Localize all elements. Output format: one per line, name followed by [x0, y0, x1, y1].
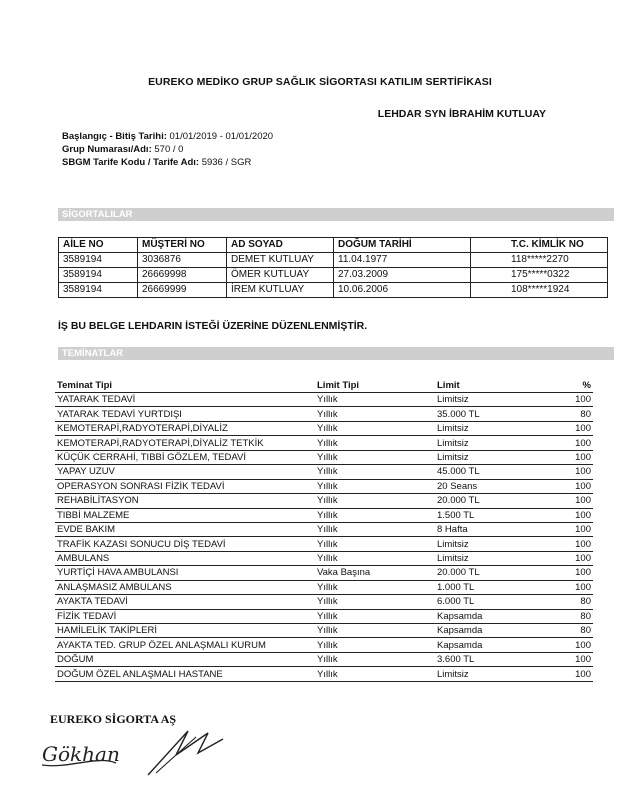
- table-cell: EVDE BAKIM: [55, 522, 315, 536]
- beneficiary-line: LEHDAR SYN İBRAHİM KUTLUAY: [377, 108, 546, 120]
- table-cell: 80: [567, 407, 593, 421]
- table-row: [55, 537, 593, 551]
- table-cell: KÜÇÜK CERRAHİ, TIBBİ GÖZLEM, TEDAVİ: [55, 450, 315, 464]
- table-cell: 100: [567, 436, 593, 450]
- table-cell: Yıllık: [315, 421, 435, 435]
- table-cell: Limitsiz: [435, 667, 567, 681]
- table-cell: 100: [567, 450, 593, 464]
- column-header: Teminat Tipi: [55, 380, 315, 393]
- table-cell: DOĞUM ÖZEL ANLAŞMALI HASTANE: [55, 667, 315, 681]
- table-cell: 100: [567, 638, 593, 652]
- table-cell: 20.000 TL: [435, 566, 567, 580]
- table-cell: Kapsamda: [435, 609, 567, 623]
- signature-text: Gökhan: [42, 742, 120, 766]
- table-cell: 3589194: [59, 253, 138, 268]
- table-row: [55, 450, 593, 464]
- table-row: [55, 580, 593, 594]
- table-cell: AYAKTA TED. GRUP ÖZEL ANLAŞMALI KURUM: [55, 638, 315, 652]
- table-cell: Kapsamda: [435, 638, 567, 652]
- table-cell: YATARAK TEDAVİ YURTDIŞI: [55, 407, 315, 421]
- table-cell: 100: [567, 537, 593, 551]
- tariff-code: SBGM Tarife Kodu / Tarife Adı: 5936 / SGR: [62, 157, 252, 168]
- table-cell: KEMOTERAPİ,RADYOTERAPİ,DİYALİZ TETKİK: [55, 436, 315, 450]
- table-cell: TRAFİK KAZASI SONUCU DİŞ TEDAVİ: [55, 537, 315, 551]
- table-row: [55, 624, 593, 638]
- table-cell: Yıllık: [315, 551, 435, 565]
- table-cell: DOĞUM: [55, 652, 315, 666]
- table-cell: TIBBİ MALZEME: [55, 508, 315, 522]
- table-cell: Vaka Başına: [315, 566, 435, 580]
- policy-dates: Başlangıç - Bitiş Tarihi: 01/01/2019 - 01/01/2020: [62, 131, 274, 142]
- table-cell: Yıllık: [315, 407, 435, 421]
- column-header: AİLE NO: [59, 238, 138, 253]
- table-cell: 80: [567, 609, 593, 623]
- table-cell: AYAKTA TEDAVİ: [55, 595, 315, 609]
- table-cell: 27.03.2009: [334, 268, 471, 283]
- table-row: [55, 566, 593, 580]
- table-row: [55, 479, 593, 493]
- table-cell: 175*****0322: [471, 268, 608, 283]
- table-cell: Yıllık: [315, 652, 435, 666]
- table-cell: 35.000 TL: [435, 407, 567, 421]
- table-cell: 100: [567, 479, 593, 493]
- table-cell: İREM KUTLUAY: [227, 283, 334, 298]
- table-cell: Yıllık: [315, 436, 435, 450]
- table-cell: 100: [567, 522, 593, 536]
- table-cell: Yıllık: [315, 508, 435, 522]
- table-cell: REHABİLİTASYON: [55, 494, 315, 508]
- insured-section-heading: SİGORTALILAR: [58, 208, 614, 221]
- table-row: [55, 522, 593, 536]
- table-cell: HAMİLELİK TAKİPLERİ: [55, 624, 315, 638]
- table-row: [59, 253, 608, 268]
- signature-icon: [38, 725, 238, 785]
- table-cell: YAPAY UZUV: [55, 465, 315, 479]
- insured-table: [58, 237, 608, 298]
- table-cell: 80: [567, 624, 593, 638]
- table-cell: Yıllık: [315, 450, 435, 464]
- table-cell: Kapsamda: [435, 624, 567, 638]
- table-cell: 20 Seans: [435, 479, 567, 493]
- group-number: Grup Numarası/Adı: 570 / 0: [62, 144, 184, 155]
- coverage-section-heading: TEMİNATLAR: [58, 347, 614, 360]
- table-cell: Limitsiz: [435, 537, 567, 551]
- table-cell: Yıllık: [315, 624, 435, 638]
- column-header: MÜŞTERİ NO: [138, 238, 227, 253]
- table-cell: FİZİK TEDAVİ: [55, 609, 315, 623]
- table-cell: 100: [567, 580, 593, 594]
- table-row: [55, 436, 593, 450]
- table-cell: 100: [567, 393, 593, 407]
- table-row: [59, 268, 608, 283]
- table-cell: Yıllık: [315, 580, 435, 594]
- table-cell: 26669998: [138, 268, 227, 283]
- table-cell: ANLAŞMASIZ AMBULANS: [55, 580, 315, 594]
- table-row: [55, 465, 593, 479]
- table-cell: 8 Hafta: [435, 522, 567, 536]
- table-cell: KEMOTERAPİ,RADYOTERAPİ,DİYALİZ: [55, 421, 315, 435]
- column-header: %: [567, 380, 593, 393]
- table-cell: DEMET KUTLUAY: [227, 253, 334, 268]
- table-cell: YATARAK TEDAVİ: [55, 393, 315, 407]
- table-cell: Yıllık: [315, 595, 435, 609]
- table-cell: 80: [567, 595, 593, 609]
- table-cell: 100: [567, 551, 593, 565]
- table-cell: 1.000 TL: [435, 580, 567, 594]
- table-row: [55, 551, 593, 565]
- table-cell: 100: [567, 652, 593, 666]
- table-cell: 1.500 TL: [435, 508, 567, 522]
- table-cell: ÖMER KUTLUAY: [227, 268, 334, 283]
- table-row: [55, 421, 593, 435]
- table-cell: 100: [567, 494, 593, 508]
- table-cell: 3.600 TL: [435, 652, 567, 666]
- table-cell: 100: [567, 421, 593, 435]
- table-row: [55, 638, 593, 652]
- column-header: AD SOYAD: [227, 238, 334, 253]
- table-cell: 6.000 TL: [435, 595, 567, 609]
- table-cell: Yıllık: [315, 522, 435, 536]
- table-row: [55, 652, 593, 666]
- coverage-table: [55, 380, 593, 682]
- table-cell: 3589194: [59, 268, 138, 283]
- table-row: [55, 393, 593, 407]
- table-row: [55, 609, 593, 623]
- table-cell: Yıllık: [315, 479, 435, 493]
- table-row: [55, 508, 593, 522]
- coverage-table-header: [55, 380, 593, 393]
- column-header: T.C. KİMLİK NO: [471, 238, 608, 253]
- table-cell: Yıllık: [315, 609, 435, 623]
- table-cell: 100: [567, 508, 593, 522]
- column-header: Limit: [435, 380, 567, 393]
- table-cell: Yıllık: [315, 638, 435, 652]
- table-cell: 100: [567, 667, 593, 681]
- issue-note: İŞ BU BELGE LEHDARIN İSTEĞİ ÜZERİNE DÜZENLENMİŞTİR.: [58, 320, 368, 332]
- table-cell: 100: [567, 465, 593, 479]
- table-cell: Limitsiz: [435, 421, 567, 435]
- table-row: [55, 407, 593, 421]
- table-cell: Yıllık: [315, 465, 435, 479]
- table-cell: 26669999: [138, 283, 227, 298]
- column-header: Limit Tipi: [315, 380, 435, 393]
- table-row: [55, 494, 593, 508]
- table-cell: 20.000 TL: [435, 494, 567, 508]
- table-cell: Yıllık: [315, 393, 435, 407]
- table-cell: 118*****2270: [471, 253, 608, 268]
- table-cell: Yıllık: [315, 537, 435, 551]
- document-title: EUREKO MEDİKO GRUP SAĞLIK SİGORTASI KATILIM SERTİFİKASI: [148, 76, 492, 88]
- table-row: [59, 283, 608, 298]
- table-cell: Yıllık: [315, 494, 435, 508]
- table-cell: 45.000 TL: [435, 465, 567, 479]
- insured-table-header: [59, 238, 608, 253]
- table-cell: Yıllık: [315, 667, 435, 681]
- table-cell: AMBULANS: [55, 551, 315, 565]
- table-cell: OPERASYON SONRASI FİZİK TEDAVİ: [55, 479, 315, 493]
- table-cell: 10.06.2006: [334, 283, 471, 298]
- table-cell: 3589194: [59, 283, 138, 298]
- policy-info: [62, 130, 273, 169]
- table-cell: Limitsiz: [435, 436, 567, 450]
- table-row: [55, 667, 593, 681]
- company-name: EUREKO SİGORTA AŞ: [50, 712, 177, 726]
- table-cell: Limitsiz: [435, 450, 567, 464]
- table-cell: 3036876: [138, 253, 227, 268]
- table-cell: 108*****1924: [471, 283, 608, 298]
- column-header: DOĞUM TARİHİ: [334, 238, 471, 253]
- table-row: [55, 595, 593, 609]
- table-cell: YURTİÇİ HAVA AMBULANSI: [55, 566, 315, 580]
- table-cell: Limitsiz: [435, 393, 567, 407]
- table-cell: 100: [567, 566, 593, 580]
- table-cell: Limitsiz: [435, 551, 567, 565]
- table-cell: 11.04.1977: [334, 253, 471, 268]
